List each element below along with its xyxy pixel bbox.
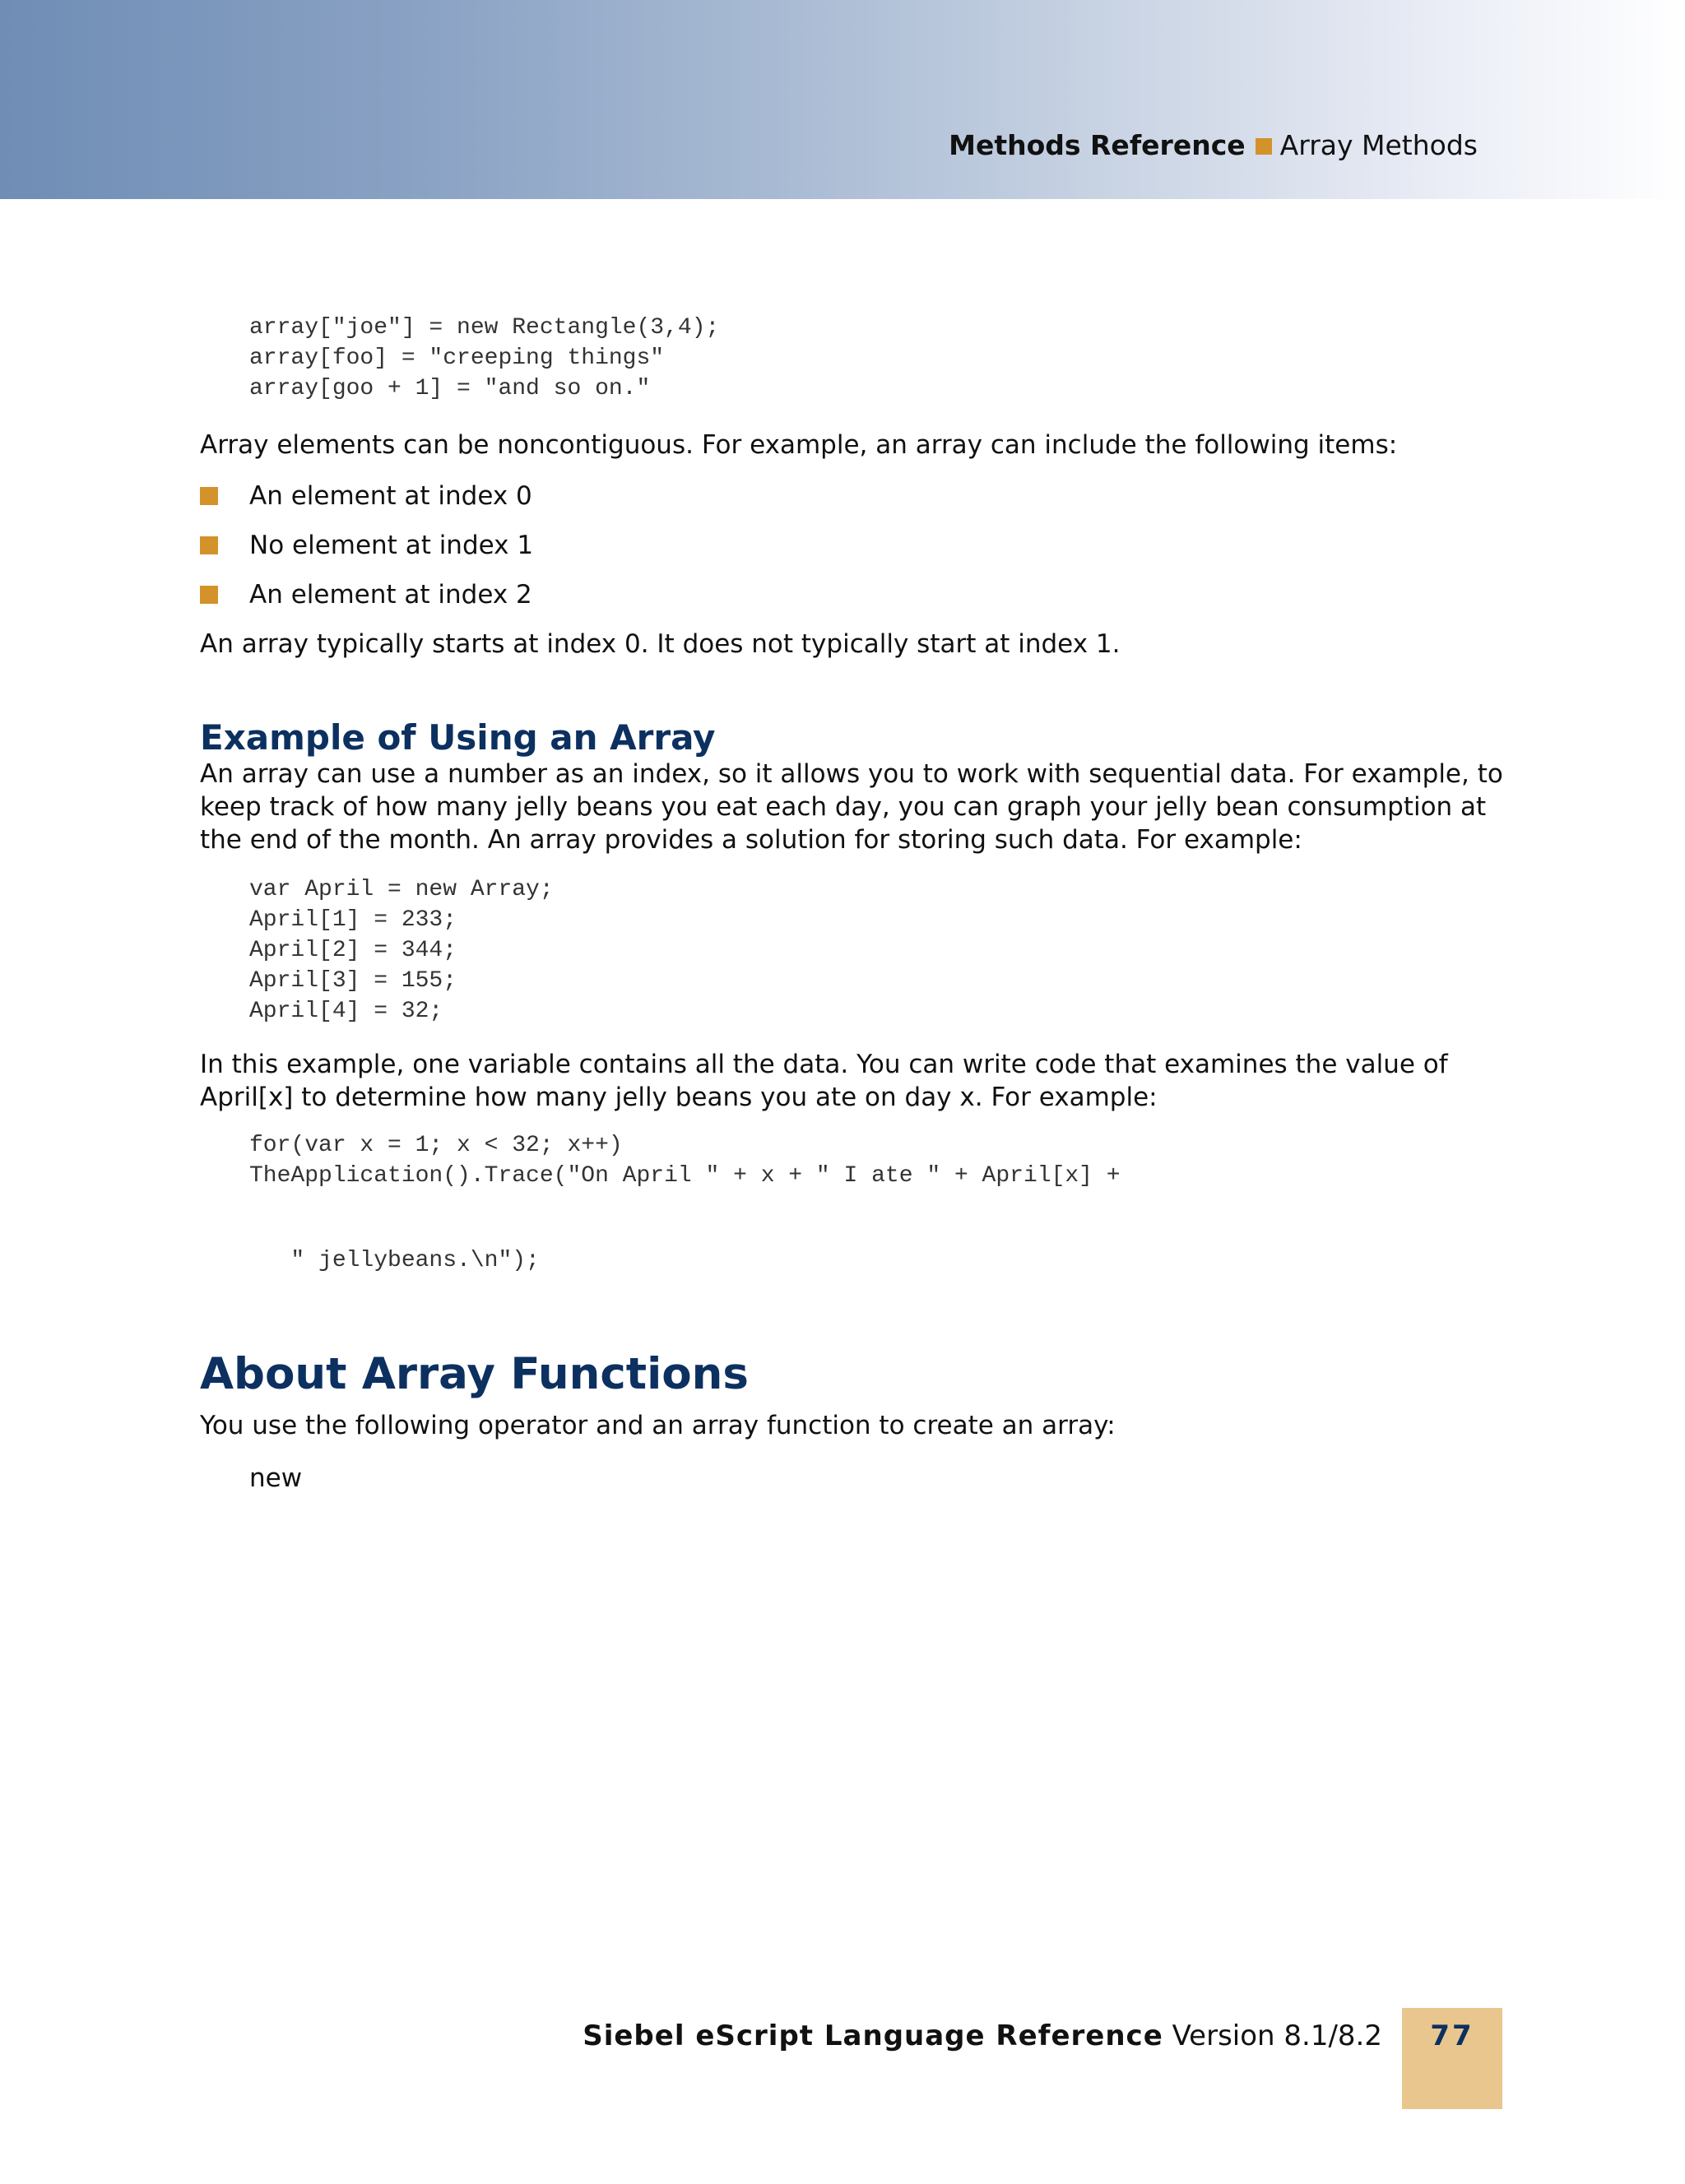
page-number-box	[1402, 2008, 1502, 2109]
header-subsection: Array Methods	[1279, 129, 1478, 161]
header-section: Methods Reference	[949, 129, 1246, 161]
heading-about-array-functions: About Array Functions	[200, 1349, 749, 1399]
footer-version: Version 8.1/8.2	[1172, 2019, 1382, 2052]
bullet-square-icon	[200, 487, 218, 505]
code-block-array-assignments: array["joe"] = new Rectangle(3,4); array[foo] = "creeping things" array[goo + 1] = "and so on."	[249, 315, 720, 401]
footer-book-title: Siebel eScript Language Reference	[583, 2019, 1163, 2052]
page-number: 77	[1430, 2019, 1474, 2052]
page-content	[200, 313, 1516, 1495]
code-block-trace-loop: for(var x = 1; x < 32; x++) TheApplication().Trace("On April " + x + " I ate " + April[x] +	[249, 1133, 1121, 1189]
code-block-april-array: var April = new Array; April[1] = 233; April[2] = 344; April[3] = 155; April[4] = 32;	[249, 877, 554, 1024]
list-item-text: An element at index 2	[249, 580, 532, 610]
operator-new: new	[249, 1463, 303, 1493]
list-item	[200, 529, 1516, 578]
heading-example-array: Example of Using an Array	[200, 717, 716, 758]
bullet-list	[200, 480, 1516, 628]
running-header	[949, 129, 1478, 161]
list-item	[200, 480, 1516, 529]
paragraph-noncontiguous: Array elements can be noncontiguous. For example, an array can include the following items:	[200, 430, 1398, 460]
bullet-square-icon	[200, 536, 218, 554]
running-footer	[583, 2019, 1382, 2052]
paragraph-operator: You use the following operator and an array function to create an array:	[200, 1411, 1116, 1440]
list-item	[200, 578, 1516, 628]
paragraph-sequential-data: An array can use a number as an index, so it allows you to work with sequential data. For example, to keep track of how many jelly beans you eat each day, you can graph your jelly bean consumption at the end of the month. An array provides a solution for storing such data. For example:	[200, 759, 1503, 855]
paragraph-one-variable: In this example, one variable contains all the data. You can write code that examines the value of April[x] to determine how many jelly beans you ate on day x. For example:	[200, 1050, 1448, 1112]
paragraph-start-index: An array typically starts at index 0. It does not typically start at index 1.	[200, 629, 1121, 659]
code-block-trace-loop-continued: " jellybeans.\n");	[249, 1248, 540, 1273]
header-separator-square-icon	[1256, 138, 1272, 155]
bullet-square-icon	[200, 586, 218, 604]
list-item-text: No element at index 1	[249, 531, 534, 560]
list-item-text: An element at index 0	[249, 481, 532, 511]
header-band	[0, 0, 1685, 199]
